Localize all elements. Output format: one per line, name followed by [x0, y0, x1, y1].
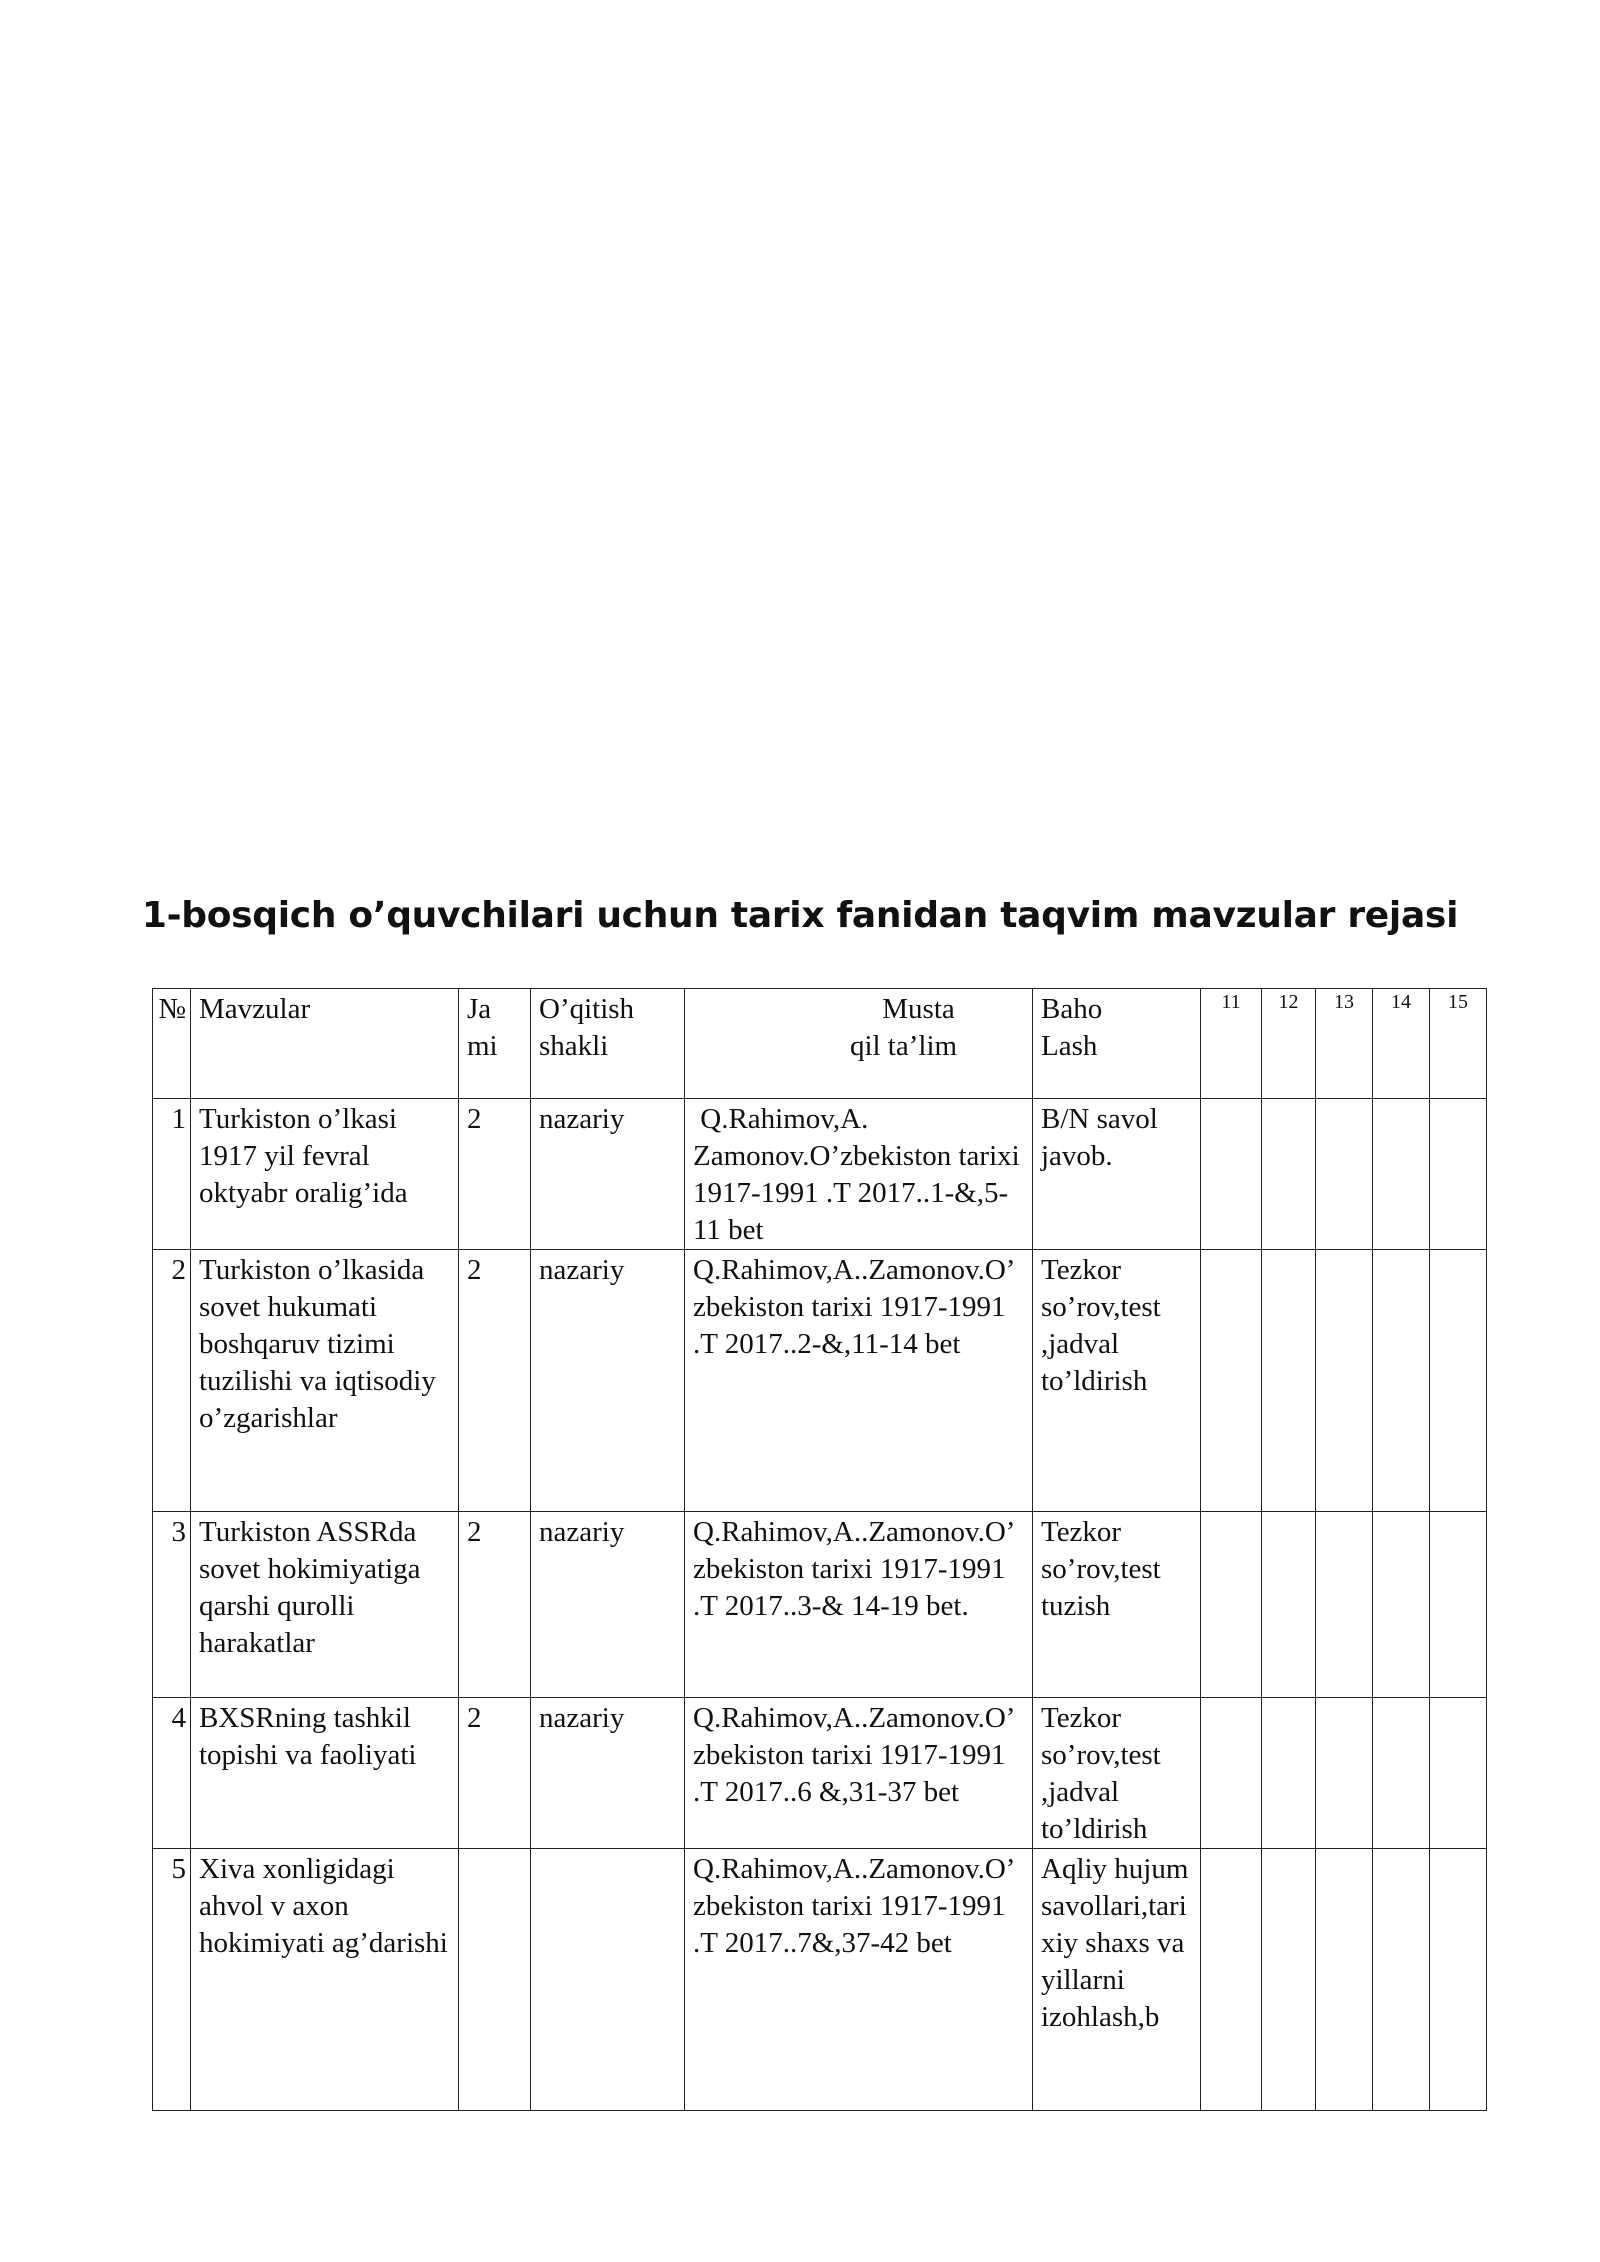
row-hours: 2 — [459, 1099, 531, 1250]
row-topic: Turkiston o’lkasi 1917 yil fevral oktyabr oralig’ida — [191, 1099, 459, 1250]
table-row — [153, 1250, 1487, 1512]
row-cell-14 — [1373, 1099, 1430, 1250]
header-col-15: 15 — [1430, 989, 1487, 1099]
row-num: 1 — [153, 1099, 191, 1250]
row-self-study: Q.Rahimov,A..Zamonov.O’zbekiston tarixi 1917-1991 .T 2017..6 &,31-37 bet — [685, 1698, 1033, 1849]
row-cell-13 — [1316, 1250, 1373, 1512]
row-cell-14 — [1373, 1698, 1430, 1849]
row-evaluation: B/N savol javob. — [1033, 1099, 1201, 1250]
row-num: 3 — [153, 1512, 191, 1698]
row-cell-11 — [1201, 1849, 1262, 2111]
table-row — [153, 1099, 1487, 1250]
row-cell-15 — [1430, 1698, 1487, 1849]
header-col-11: 11 — [1201, 989, 1262, 1099]
row-num: 5 — [153, 1849, 191, 2111]
header-self-line1: Musta — [882, 993, 955, 1025]
row-cell-15 — [1430, 1099, 1487, 1250]
header-total-line2: mi — [467, 1030, 498, 1062]
row-cell-12 — [1262, 1512, 1316, 1698]
row-cell-12 — [1262, 1099, 1316, 1250]
row-num: 2 — [153, 1250, 191, 1512]
row-topic: BXSRning tashkil topishi va faoliyati — [191, 1698, 459, 1849]
row-cell-12 — [1262, 1849, 1316, 2111]
header-self-line2: qil ta’lim — [849, 1030, 958, 1062]
header-form-line1: O’qitish — [539, 993, 635, 1025]
table-row — [153, 1698, 1487, 1849]
row-cell-12 — [1262, 1250, 1316, 1512]
row-cell-14 — [1373, 1512, 1430, 1698]
header-col-13: 13 — [1316, 989, 1373, 1099]
calendar-plan-table — [152, 988, 1487, 2111]
row-cell-14 — [1373, 1250, 1430, 1512]
row-cell-13 — [1316, 1099, 1373, 1250]
row-self-study: Q.Rahimov,A..Zamonov.O’zbekiston tarixi 1917-1991 .T 2017..2-&,11-14 bet — [685, 1250, 1033, 1512]
row-cell-15 — [1430, 1250, 1487, 1512]
table-header-row — [153, 989, 1487, 1099]
row-form: nazariy — [531, 1099, 685, 1250]
row-hours: 2 — [459, 1512, 531, 1698]
row-form: nazariy — [531, 1250, 685, 1512]
row-form — [531, 1849, 685, 2111]
row-evaluation: Tezkor so’rov,test tuzish — [1033, 1512, 1201, 1698]
row-cell-15 — [1430, 1512, 1487, 1698]
header-eval-line1: Baho — [1041, 993, 1103, 1025]
header-form-line2: shakli — [539, 1030, 609, 1062]
row-cell-11 — [1201, 1250, 1262, 1512]
header-col-12: 12 — [1262, 989, 1316, 1099]
row-cell-11 — [1201, 1099, 1262, 1250]
row-cell-11 — [1201, 1512, 1262, 1698]
header-col-14: 14 — [1373, 989, 1430, 1099]
row-topic: Turkiston ASSRda sovet hokimiyatiga qarshi qurolli harakatlar — [191, 1512, 459, 1698]
page-title: 1-bosqich o’quvchilari uchun tarix fanidan taqvim mavzular rejasi — [141, 895, 1459, 936]
row-self-study: Q.Rahimov,A..Zamonov.O’zbekiston tarixi 1917-1991 .T 2017..3-& 14-19 bet. — [685, 1512, 1033, 1698]
header-total-line1: Ja — [467, 993, 492, 1025]
row-num: 4 — [153, 1698, 191, 1849]
header-topics: Mavzular — [191, 989, 459, 1099]
row-cell-14 — [1373, 1849, 1430, 2111]
row-topic: Xiva xonligidagi ahvol v axon hokimiyati ag’darishi — [191, 1849, 459, 2111]
table-row — [153, 1512, 1487, 1698]
row-evaluation: Aqliy hujum savollari,tarixiy shaxs va yillarni izohlash,b — [1033, 1849, 1201, 2111]
row-form: nazariy — [531, 1512, 685, 1698]
row-hours — [459, 1849, 531, 2111]
header-self-study — [685, 989, 1033, 1099]
row-form: nazariy — [531, 1698, 685, 1849]
row-self-study: Q.Rahimov,A. Zamonov.O’zbekiston tarixi 1917-1991 .T 2017..1-&,5-11 bet — [685, 1099, 1033, 1250]
header-form — [531, 989, 685, 1099]
row-self-study: Q.Rahimov,A..Zamonov.O’zbekiston tarixi 1917-1991 .T 2017..7&,37-42 bet — [685, 1849, 1033, 2111]
row-evaluation: Tezkor so’rov,test ,jadval to’ldirish — [1033, 1698, 1201, 1849]
row-cell-12 — [1262, 1698, 1316, 1849]
row-cell-13 — [1316, 1512, 1373, 1698]
header-eval-line2: Lash — [1041, 1030, 1098, 1062]
header-total — [459, 989, 531, 1099]
row-evaluation: Tezkor so’rov,test ,jadval to’ldirish — [1033, 1250, 1201, 1512]
row-cell-13 — [1316, 1849, 1373, 2111]
row-hours: 2 — [459, 1698, 531, 1849]
header-num: № — [153, 989, 191, 1099]
row-hours: 2 — [459, 1250, 531, 1512]
row-cell-11 — [1201, 1698, 1262, 1849]
table-row — [153, 1849, 1487, 2111]
row-topic: Turkiston o’lkasida sovet hukumati boshqaruv tizimi tuzilishi va iqtisodiy o’zgarishlar — [191, 1250, 459, 1512]
header-evaluation — [1033, 989, 1201, 1099]
row-cell-15 — [1430, 1849, 1487, 2111]
row-cell-13 — [1316, 1698, 1373, 1849]
